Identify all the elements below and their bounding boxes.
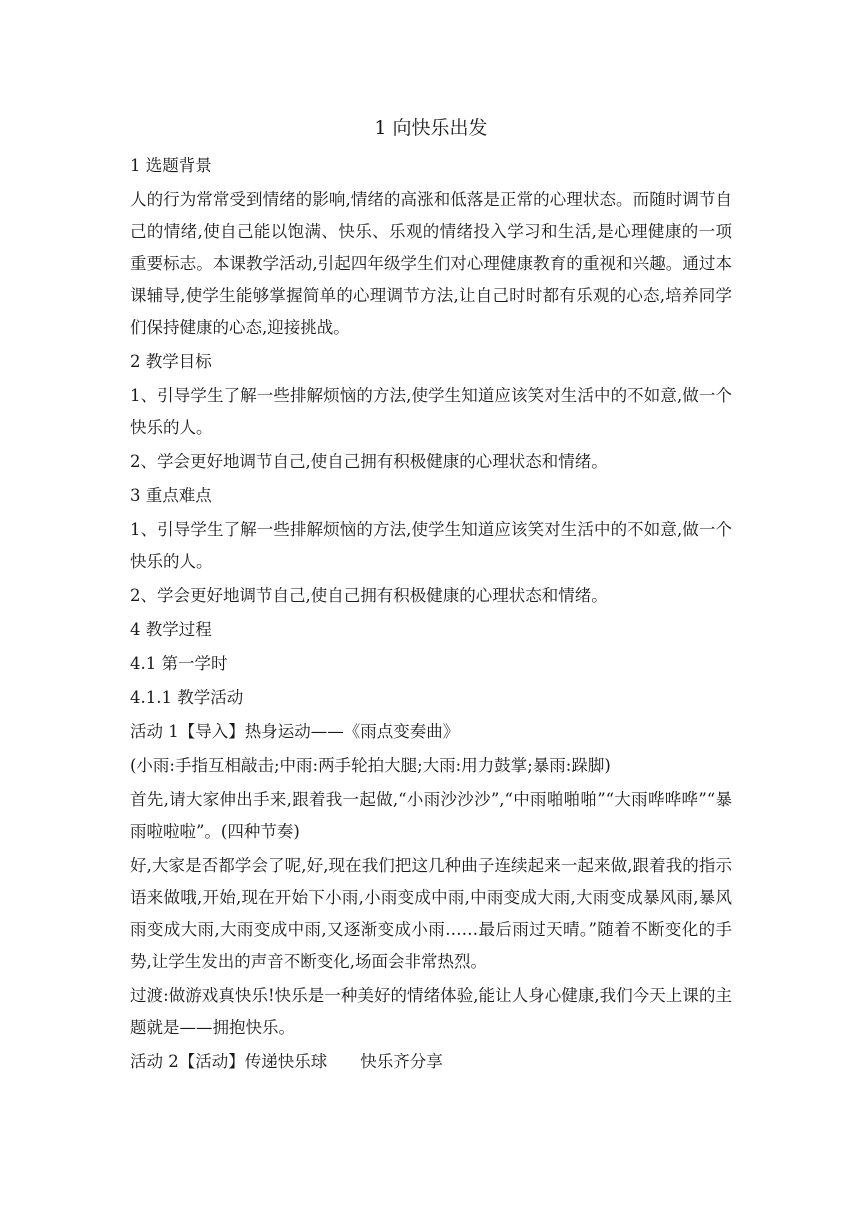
document-body [130, 114, 732, 1080]
section-heading-process: 4 教学过程 [130, 620, 212, 639]
paragraph-goal-2: 2、学会更好地调节自己,使自己拥有积极健康的心理状态和情绪。 [130, 452, 608, 471]
paragraph-activity-1-rules: (小雨:手指互相敲击;中雨:两手轮拍大腿;大雨:用力鼓掌;暴雨:跺脚) [130, 756, 611, 775]
paragraph-background: 人的行为常常受到情绪的影响,情绪的高涨和低落是正常的心理状态。而随时调节自己的情绪,使自己能以饱满、快乐、乐观的情绪投入学习和生活,是心理健康的一项重要标志。本课教学活动,引起四年级学生们对心理健康教育的重视和兴趣。通过本课辅导,使学生能够掌握简单的心理调节方法,让自己时时都有乐观的心态,培养同学们保持健康的心态,迎接挑战。 [130, 190, 732, 337]
subsection-heading-activities: 4.1.1 教学活动 [130, 688, 244, 707]
paragraph-activity-1-title: 活动 1【导入】热身运动——《雨点变奏曲》 [130, 722, 460, 741]
section-heading-background: 1 选题背景 [130, 156, 212, 175]
paragraph-activity-1-intro: 首先,请大家伸出手来,跟着我一起做,“小雨沙沙沙”,“中雨啪啪啪”“大雨哗哗哗”“暴雨啦啦啦”。(四种节奏) [130, 790, 732, 841]
section-heading-key-points: 3 重点难点 [130, 486, 212, 505]
paragraph-key-point-2: 2、学会更好地调节自己,使自己拥有积极健康的心理状态和情绪。 [130, 586, 608, 605]
paragraph-transition: 过渡:做游戏真快乐!快乐是一种美好的情绪体验,能让人身心健康,我们今天上课的主题就是——拥抱快乐。 [130, 986, 732, 1037]
document-title: 1 向快乐出发 [374, 117, 488, 139]
paragraph-activity-1-process: 好,大家是否都学会了呢,好,现在我们把这几种曲子连续起来一起来做,跟着我的指示语来做哦,开始,现在开始下小雨,小雨变成中雨,中雨变成大雨,大雨变成暴风雨,暴风雨变成大雨,大雨变成中雨,又逐渐变成小雨……最后雨过天晴。”随着不断变化的手势,让学生发出的声音不断变化,场面会非常热烈。 [130, 856, 732, 971]
subsection-heading-first-lesson: 4.1 第一学时 [130, 654, 228, 673]
paragraph-activity-2-title: 活动 2【活动】传递快乐球 快乐齐分享 [130, 1052, 443, 1071]
section-heading-goals: 2 教学目标 [130, 352, 212, 371]
paragraph-goal-1: 1、引导学生了解一些排解烦恼的方法,使学生知道应该笑对生活中的不如意,做一个快乐的人。 [130, 386, 732, 437]
paragraph-key-point-1: 1、引导学生了解一些排解烦恼的方法,使学生知道应该笑对生活中的不如意,做一个快乐的人。 [130, 520, 732, 571]
